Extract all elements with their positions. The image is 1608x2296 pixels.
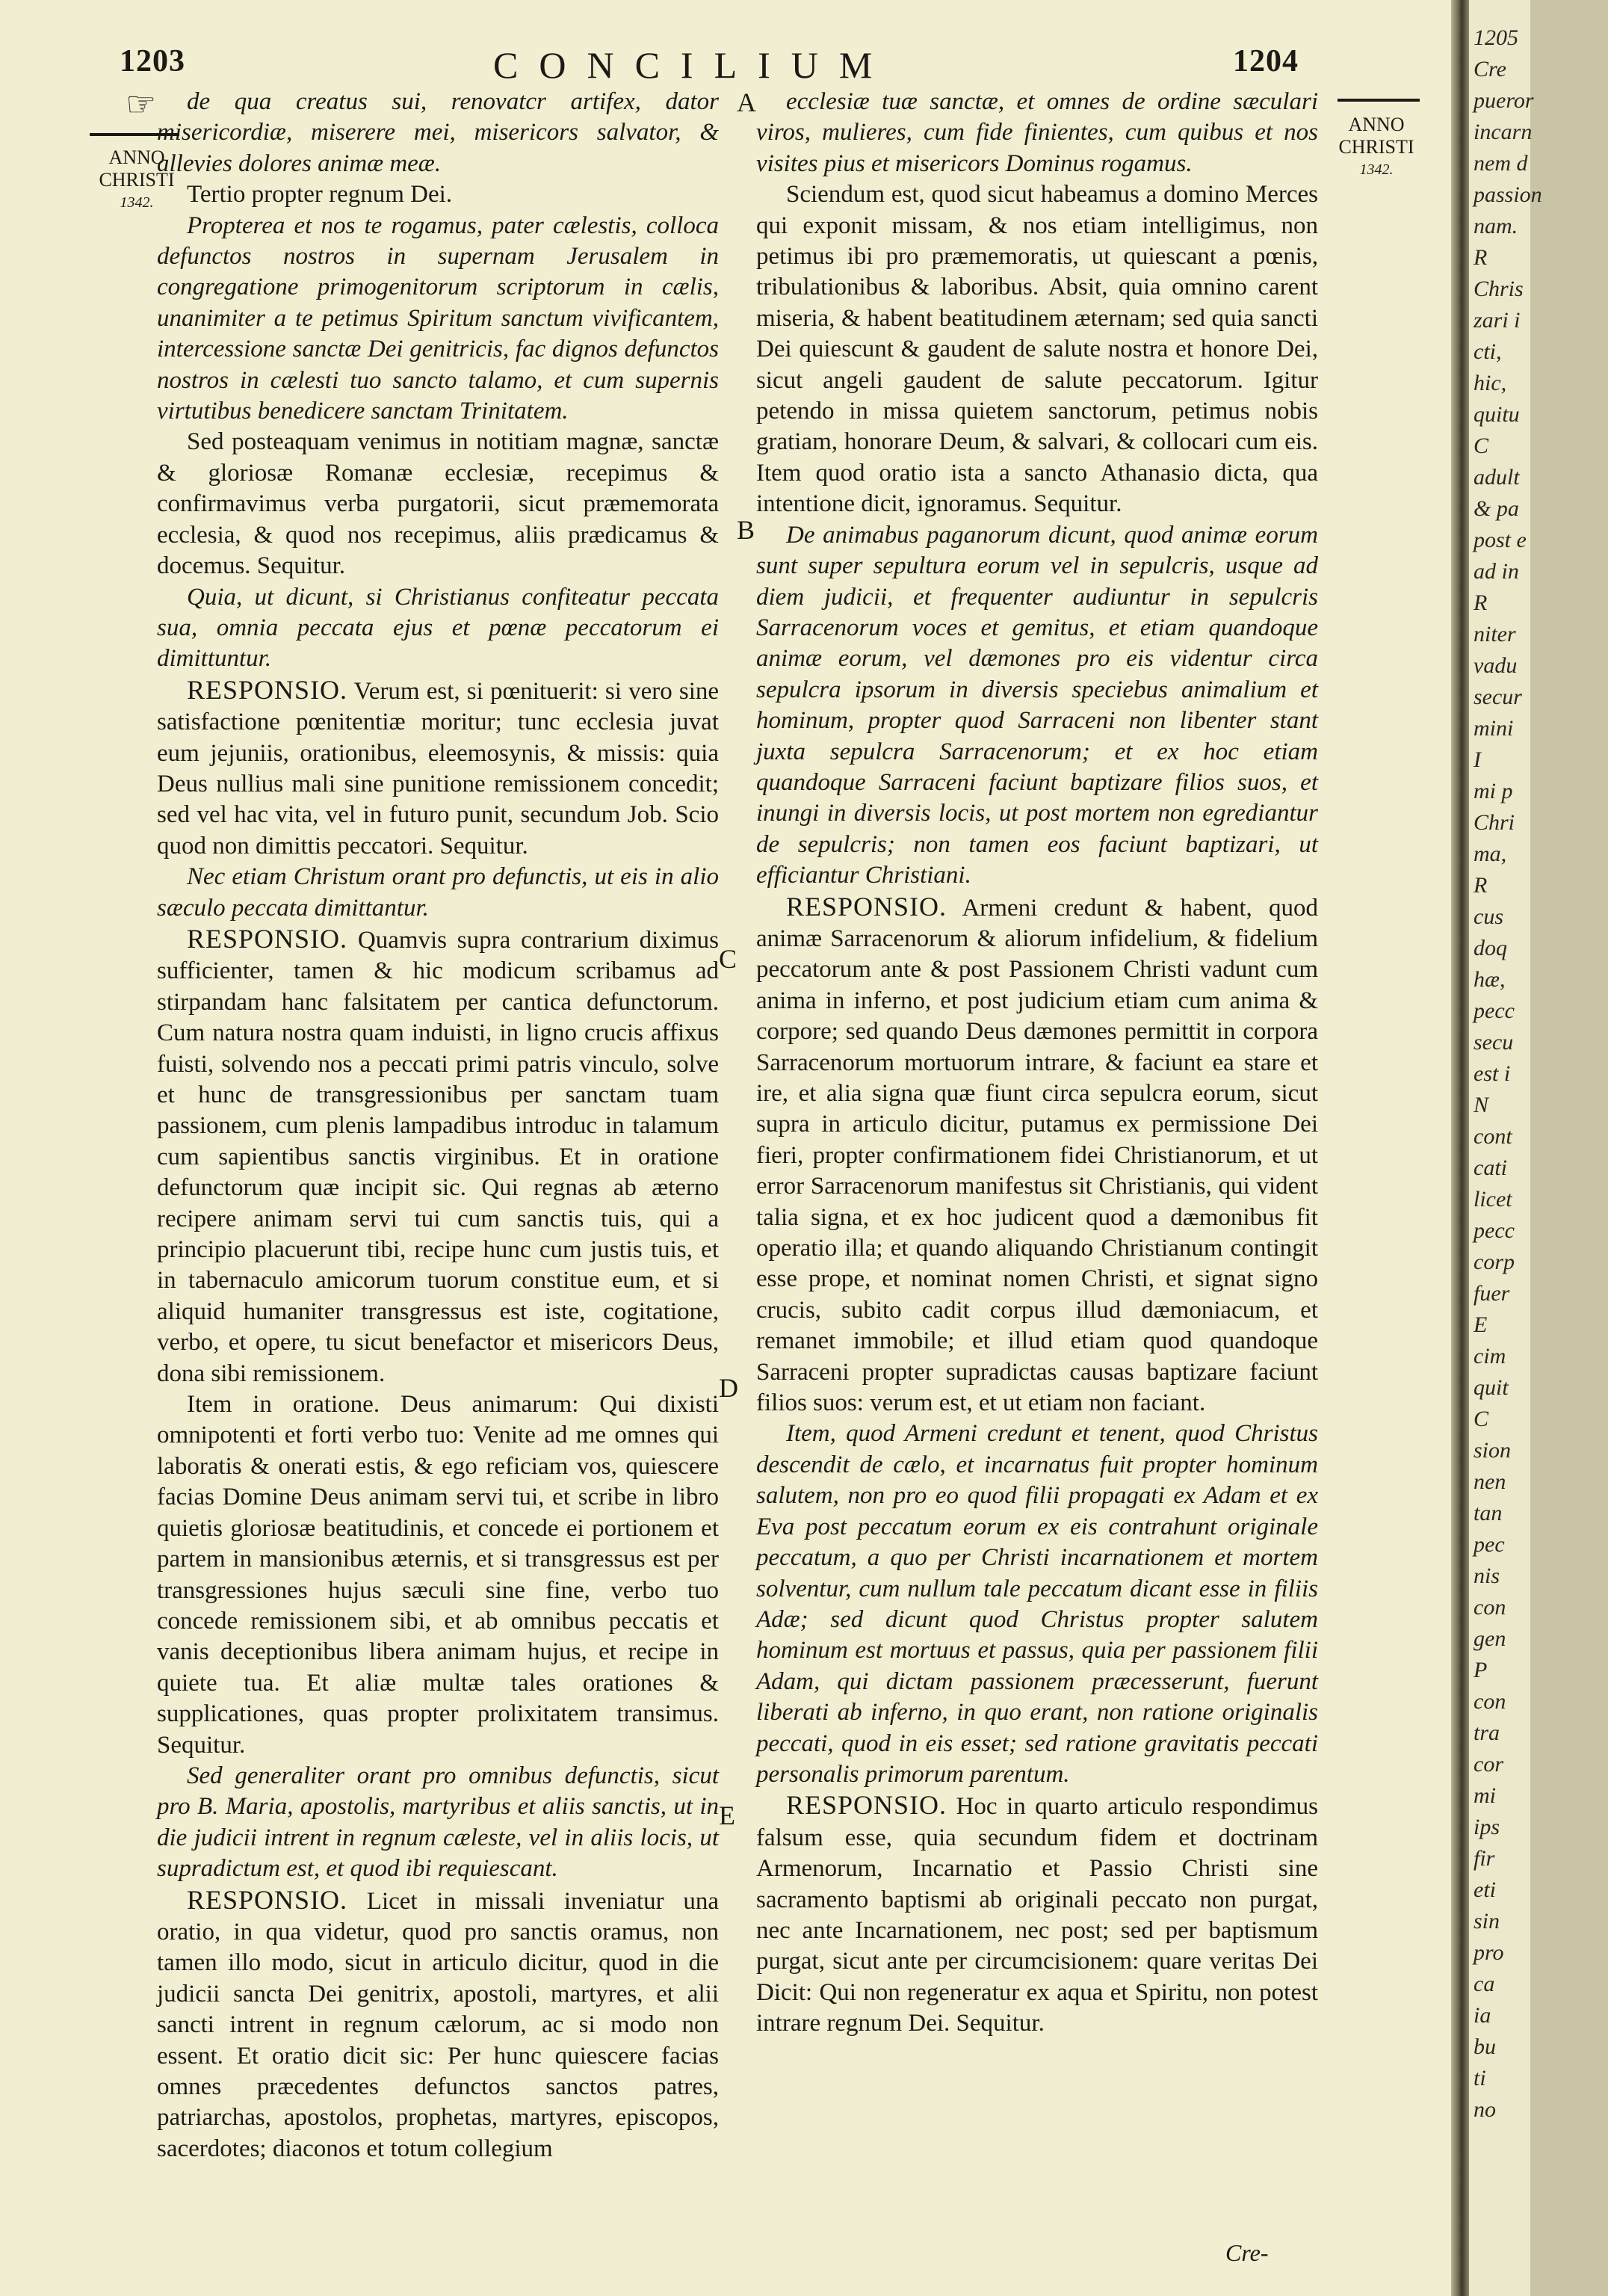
- paragraph: [756, 892, 1318, 1419]
- next-page-fragment: nem d: [1474, 151, 1528, 176]
- paragraph: Item, quod Armeni credunt et tenent, quod Christus descendit de cælo, et incarnatus fuit propter hominum salutem, non pro eo quod filii propagati ex Adam et ex Eva post peccatum eorum ex eis contrahunt originale peccatum, a quo per Christi incarnationem et mortem solventur, cum nullum tale peccatum dicant esse in filiis Adæ; sed dicunt quod Christus propter salutem hominum est mortuus et passus, quia per passionem filii Adam, qui dictam passionem præcesserunt, fuerunt liberati ab inferno, in quo erant, non ratione originalis peccati, quod in eis esset; sed ratione gravitatis peccati personalis primorum parentum.: [756, 1420, 1318, 1788]
- paragraph: [157, 675, 719, 862]
- next-page-fragment: corp: [1474, 1250, 1515, 1274]
- margin-year-right: 1342.: [1359, 161, 1394, 178]
- next-page-fragment: adult: [1474, 465, 1520, 490]
- next-page-fragment: ips: [1474, 1815, 1500, 1839]
- next-page-fragment: R: [1474, 590, 1488, 615]
- next-page-fragment: P: [1474, 1658, 1488, 1682]
- margin-christi-left: CHRISTI: [99, 169, 175, 191]
- next-page-fragment: vadu: [1474, 653, 1518, 678]
- next-page-fragment: no: [1474, 2097, 1496, 2122]
- next-page-fragment: passion: [1474, 182, 1542, 207]
- next-page-fragment: Cre: [1474, 57, 1506, 81]
- next-page-fragment: pecc: [1474, 999, 1515, 1023]
- margin-year-left: 1342.: [120, 194, 154, 211]
- section-letter-d: D: [719, 1373, 738, 1403]
- margin-anno-left: ANNO: [108, 146, 165, 168]
- next-page-fragment: secu: [1474, 1030, 1514, 1055]
- next-page-fragment: C: [1474, 433, 1489, 458]
- catchword: Cre-: [1225, 2239, 1269, 2266]
- next-page-fragment: ad in: [1474, 559, 1519, 584]
- page-number-right: 1204: [1233, 44, 1299, 78]
- next-page-fragment: cti,: [1474, 339, 1502, 364]
- paragraph: Sed generaliter orant pro omnibus defunctis, sicut pro B. Maria, apostolis, martyribus et aliis sanctis, ut in die judicii intrent in regnum cæleste, vel in aliis locis, ut supradictum est, et quod ibi requiescant.: [157, 1762, 719, 1883]
- paragraph: Sed posteaquam venimus in notitiam magnæ, sanctæ & gloriosæ Romanæ ecclesiæ, recepimus & confirmavimus verba purgatorii, sicut præmemorata ecclesia, & quod nos recepimus, aliis prædicamus & docemus. Sequitur.: [157, 428, 719, 580]
- next-page-fragment: mi p: [1474, 779, 1513, 803]
- margin-anno-right: ANNO: [1348, 114, 1405, 135]
- next-page-fragment: doq: [1474, 936, 1507, 960]
- next-page-fragment: cati: [1474, 1155, 1507, 1180]
- next-page-fragment: post e: [1474, 528, 1527, 552]
- next-page-fragment: 1205: [1474, 25, 1518, 50]
- next-page-fragment: quit: [1474, 1375, 1509, 1400]
- text-column-right: [756, 87, 1318, 2040]
- responsio-text: Verum est, si pœnituerit: si vero sine satisfactione pœnitentiæ moritur; tunc ecclesia juvat eum jejuniis, orationibus, eleemosynis, & missis: quia Deus nullius mali sine punitione remissionem concedit; sed vel hac vita, vel in futuro punit, secundum Job. Scio quod non dimittis peccatori. Sequitur.: [157, 677, 720, 860]
- next-page-fragment: niter: [1474, 622, 1516, 646]
- text-column-left: [157, 87, 719, 2164]
- page-number-left: 1203: [120, 44, 185, 78]
- responsio-text: Quamvis supra contrarium diximus sufficienter, tamen & hic modicum scribamus ad stirpandam hanc falsitatem per cantica defunctorum. Cum natura nostra quam induisti, in ligno crucis affixus fuisti, solvendo nos a peccati primi patris vinculo, solve et hunc de transgressionibus per sanctam tuam passionem, cum plenis lampadibus introduc in talamum cum sapientibus sanctis virginibus. Et in oratione defunctorum quæ incipit sic. Qui regnas ab æterno recipere animam servi tui cum sanctis tuis, qui a principio placuerunt tibi, recipe hunc cum justis tuis, et in tabernaculo amicorum tuorum constitue eum, et si aliquid humaniter transgressus est iste, cogitatione, verbo, et opere, tu sicut benefactor et misericors Deus, dona sibi remissionem.: [157, 926, 719, 1387]
- responsio-text: Licet in missali inveniatur una oratio, in qua videtur, quod pro sanctis oramus, non tamen illo modo, sicut in articulo dicitur, quod in die judicii sancta Dei genitrix, apostoli, martyres, et alii sancti intrent in regnum cælorum, ac si modo non essent. Et oratio dicit sic: Per hunc quiescere facias omnes præcedentes defunctos sanctos patres, patriarchas, apostolos, prophetas, martyres, episcopos, sacerdotes; diaconos et totum collegium: [157, 1887, 720, 2162]
- next-page-fragment: fuer: [1474, 1281, 1510, 1306]
- next-page-fragment: bu: [1474, 2034, 1496, 2059]
- next-page-fragment: cim: [1474, 1344, 1506, 1368]
- next-page-fragment: I: [1474, 747, 1481, 772]
- next-page-fragment: sin: [1474, 1909, 1500, 1934]
- next-page-fragment: incarn: [1474, 120, 1533, 144]
- responsio-label: RESPONSIO.: [786, 891, 947, 922]
- next-page-fragment: pro: [1474, 1940, 1504, 1965]
- next-page-fragment: cor: [1474, 1752, 1503, 1777]
- next-page-fragment: C: [1474, 1407, 1489, 1431]
- paragraph: Item in oratione. Deus animarum: Qui dixisti omnipotenti et forti verbo tuo: Venite ad me omnes qui laboratis & onerati estis, & ego reficiam vos, quiescere facias Domine Deus animam servi tui, et scribe in libro quietis gloriosæ beatitudinis, et concede ei portionem et partem in mansionibus æternis, et si transgressus est per transgressiones hujus sæculi sine fine, verbo tuo concede remissionem sibi, et ab omnibus peccatis et vanis deceptionibus libera animam hujus, et recipe in quiete tua. Et aliæ multæ tales orationes & supplicationes, quas propter prolixitatem transimus. Sequitur.: [157, 1391, 719, 1759]
- next-page-fragment: est i: [1474, 1061, 1511, 1086]
- next-page-fragment: gen: [1474, 1626, 1506, 1651]
- section-letter-e: E: [719, 1800, 735, 1830]
- next-page-fragment: quitu: [1474, 402, 1520, 427]
- next-page-fragment: secur: [1474, 685, 1522, 709]
- section-letter-a: A: [737, 87, 756, 117]
- responsio-label: RESPONSIO.: [187, 1884, 348, 1915]
- responsio-text: Armeni credunt & habent, quod animæ Sarracenorum & aliorum infidelium, & fidelium peccatorum ante & post Passionem Christi vadunt cum anima in inferno, et post judicium etiam cum anima & corpore; sed quando Deus dæmones permittit in corpora Sarracenorum mortuorum intrare, & faciunt ea stare et ire, et alia signa quæ fiunt circa sepulcra eorum, sicut supra in articulo dicitur, putamus ex permissione Dei fieri, propter confirmationem fidei Christianorum, et ut error Sarracenorum manifestus sit Christianis, qui vident talia signa, et ex hoc judicent quod a dæmonibus fit operatio illa; et quando aliquando Christianum contingit esse prope, et nominat nomen Christi, et signat signo crucis, subito cadit corpus illud dæmoniacum, et remanet immobile; et illud etiam quod quandoque Sarraceni propter supradictas causas baptizare faciunt filios suos: verum est, et ut etiam non faciant.: [756, 894, 1318, 1417]
- next-page-fragment: tan: [1474, 1501, 1503, 1525]
- paragraph: De animabus paganorum dicunt, quod animæ eorum sunt super sepultura eorum vel in sepulcris, usque ad diem judicii, et frequenter audiuntur in sepulcris Sarracenorum voces et gemitus, et etiam quandoque animæ eorum, vel dæmones pro eis videntur circa sepulcra ipsorum in diversis speciebus animalium et hominum, propter quod Sarraceni non libenter stant juxta sepulcra Sarracenorum; et ex hoc etiam quandoque Sarraceni faciunt baptizare filios suos, et inungi in diversis locis, ut post mortem non egrediantur de sepulcris; non tamen eos faciunt baptizari, ut efficiantur Christiani.: [756, 521, 1318, 889]
- next-page-fragment: R: [1474, 873, 1488, 898]
- next-page-fragment: sion: [1474, 1438, 1512, 1463]
- next-page-fragment: licet: [1474, 1187, 1512, 1212]
- next-page-fragment: hic,: [1474, 371, 1507, 395]
- next-page-fragment: nam.: [1474, 214, 1518, 238]
- next-page-fragment: pec: [1474, 1532, 1505, 1557]
- paragraph: Nec etiam Christum orant pro defunctis, ut eis in alio sæculo peccata dimittantur.: [157, 863, 719, 922]
- next-page-fragment: ca: [1474, 1972, 1495, 1996]
- next-page-fragment: N: [1474, 1093, 1489, 1117]
- next-page-fragment: Chris: [1474, 277, 1524, 301]
- next-page-fragment: zari i: [1474, 308, 1521, 333]
- next-page-fragment: tra: [1474, 1721, 1500, 1745]
- next-page-fragment: pecc: [1474, 1218, 1515, 1243]
- paragraph: Sciendum est, quod sicut habeamus a domino Merces qui exponit missam, & nos etiam intelligimus, non petimus ibi pro præmemoratis, ut quiescant a pœnis, tribulationibus & laboribus. Absit, quia omnino carent miseria, & habent beatitudinem æternam; sed quia sancti Dei quiescunt & gaudent de salute nostra et honore Dei, sicut angeli gaudent de salute peccatorum. Igitur petendo in missa quietem sanctorum, petimus nobis gratiam, honorare Deum, & salvari, & collocari cum eis. Item quod oratio ista a sancto Athanasio dicta, qua intentione dicit, ignoramus. Sequitur.: [756, 181, 1318, 518]
- next-page-fragment: fir: [1474, 1846, 1495, 1871]
- next-page-fragment: hæ,: [1474, 967, 1506, 992]
- paragraph: Tertio propter regnum Dei.: [187, 181, 453, 209]
- next-page-fragment: ia: [1474, 2003, 1491, 2028]
- paragraph: Quia, ut dicunt, si Christianus confiteatur peccata sua, omnia peccata ejus et pœnæ peccatorum ei dimittuntur.: [157, 583, 719, 673]
- paragraph: [157, 924, 719, 1389]
- book-gutter: [1451, 0, 1469, 2296]
- running-title: CONCILIUM: [493, 44, 894, 86]
- paragraph: ecclesiæ tuæ sanctæ, et omnes de ordine sæculari viros, mulieres, cum fide finientes, cum quibus et nos visites pius et misericors Dominus rogamus.: [756, 88, 1318, 177]
- next-page-fragment: con: [1474, 1689, 1506, 1714]
- next-page-fragment: E: [1474, 1312, 1488, 1337]
- section-letter-b: B: [737, 515, 755, 545]
- next-page-fragment: cus: [1474, 904, 1503, 929]
- paragraph: Propterea et nos te rogamus, pater cælestis, colloca defunctos nostros in supernam Jerusalem in congregatione primogenitorum scriptorum in cælis, unanimiter a te petimus Spiritum sanctum vivificantem, intercessione sanctæ Dei genitricis, fac dignos defunctos nostros in cælesti tuo sancto talamo, et cum supernis virtutibus benedicere sanctam Trinitatem.: [157, 212, 719, 425]
- next-page-fragment: mi: [1474, 1783, 1496, 1808]
- margin-rule-right: [1338, 99, 1420, 102]
- paragraph: [157, 1885, 719, 2165]
- next-page-fragment: con: [1474, 1595, 1506, 1620]
- next-page-fragment: ti: [1474, 2066, 1486, 2090]
- next-page-fragment: ma,: [1474, 842, 1507, 866]
- responsio-label: RESPONSIO.: [187, 923, 348, 954]
- responsio-label: RESPONSIO.: [786, 1790, 947, 1821]
- next-page-edge: [1469, 0, 1542, 2296]
- next-page-fragment: R: [1474, 245, 1488, 270]
- next-page-fragment: Chri: [1474, 810, 1515, 835]
- paragraph: [756, 1790, 1318, 2039]
- responsio-label: RESPONSIO.: [187, 674, 348, 705]
- section-letter-c: C: [719, 944, 737, 974]
- next-page-text: [1474, 22, 1608, 2126]
- next-page-fragment: pueror: [1474, 88, 1534, 113]
- next-page-fragment: nis: [1474, 1564, 1500, 1588]
- margin-christi-right: CHRISTI: [1338, 136, 1414, 158]
- responsio-text: Hoc in quarto articulo respondimus falsum esse, quia secundum fidem et doctrinam Armenorum, Incarnatio et Passio Christi sine sacramento baptismi ab originali peccato non purgat, nec ante Incarnationem, nec post; sed per baptismum purgat, sicut ante per circumcisionem: quare veritas Dei Dicit: Qui non regeneratur ex aqua et Spiritu, non potest intrare regnum Dei. Sequitur.: [756, 1793, 1319, 2037]
- next-page-fragment: mini: [1474, 716, 1514, 741]
- paragraph: de qua creatus sui, renovatcr artifex, dator misericordiæ, miserere mei, misericors salvator, & allevies dolores animæ meæ.: [157, 88, 719, 177]
- margin-note-right: [1324, 114, 1429, 181]
- next-page-fragment: & pa: [1474, 496, 1519, 521]
- next-page-fragment: eti: [1474, 1877, 1496, 1902]
- next-page-fragment: cont: [1474, 1124, 1512, 1149]
- next-page-fragment: nen: [1474, 1469, 1506, 1494]
- pointing-hand-icon: ☞: [126, 85, 157, 123]
